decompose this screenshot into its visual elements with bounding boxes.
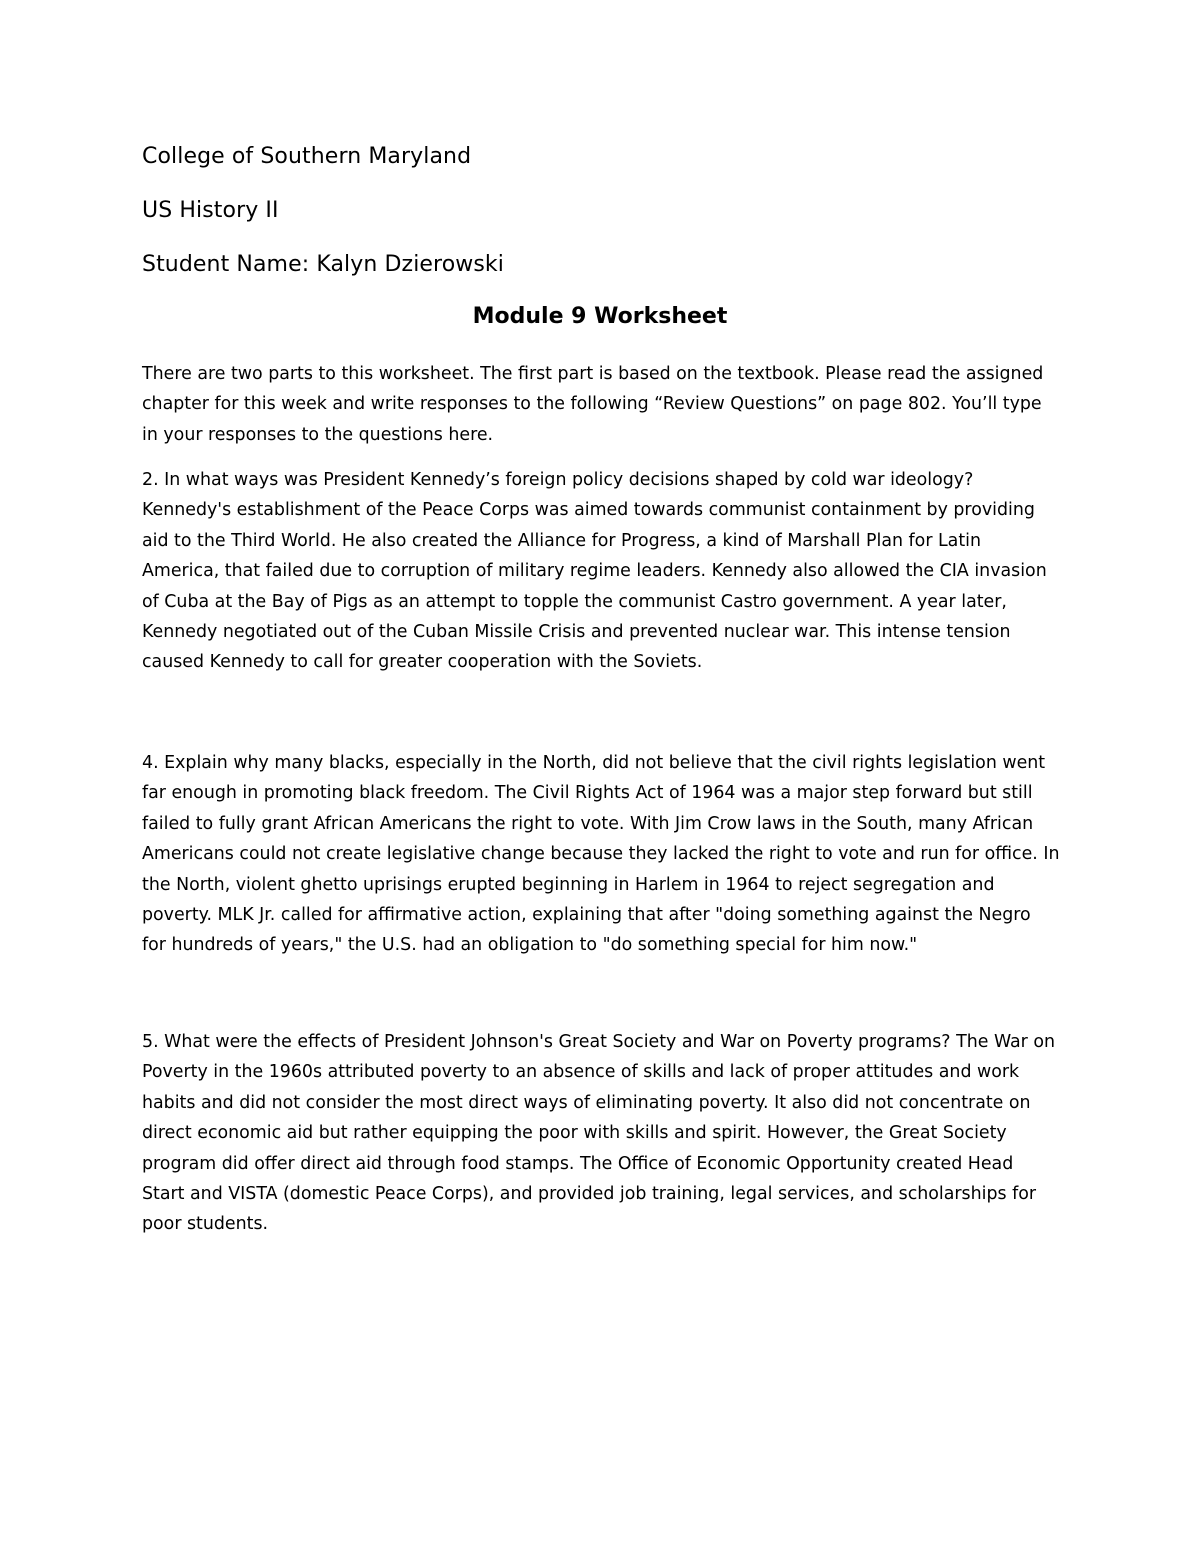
course-name: US History II [142,198,279,223]
student-name-label: Student Name: [142,252,310,277]
question-4 [142,748,1060,961]
question-number: 4. [142,753,159,773]
question-5 [142,1027,1060,1240]
student-name-line [142,252,504,277]
document-title: Module 9 Worksheet [472,304,728,329]
question-text: In what ways was President Kennedy’s foreign policy decisions shaped by cold war ideology? Kennedy's establishment of the Peace Corps was aimed towards communist containment by providing aid to the Third World. He also created the Alliance for Progress, a kind of Marshall Plan for Latin America, that failed due to corruption of military regime leaders. Kennedy also allowed the CIA invasion of Cuba at the Bay of Pigs as an attempt to topple the communist Castro government. A year later, Kennedy negotiated out of the Cuban Missile Crisis and prevented nuclear war. This intense tension caused Kennedy to call for greater cooperation with the Soviets. [142,470,1047,673]
question-text: What were the effects of President Johnson's Great Society and War on Poverty programs? The War on Poverty in the 1960s attributed poverty to an absence of skills and lack of proper attitudes and work habits and did not consider the most direct ways of eliminating poverty. It also did not concentrate on direct economic aid but rather equipping the poor with skills and spirit. However, the Great Society program did offer direct aid through food stamps. The Office of Economic Opportunity created Head Start and VISTA (domestic Peace Corps), and provided job training, legal services, and scholarships for poor students. [142,1032,1056,1235]
question-text: Explain why many blacks, especially in the North, did not believe that the civil rights legislation went far enough in promoting black freedom. The Civil Rights Act of 1964 was a major step forward but still failed to fully grant African Americans the right to vote. With Jim Crow laws in the South, many African Americans could not create legislative change because they lacked the right to vote and run for office. In the North, violent ghetto uprisings erupted beginning in Harlem in 1964 to reject segregation and poverty. MLK Jr. called for affirmative action, explaining that after "doing something against the Negro for hundreds of years," the U.S. had an obligation to "do something special for him now." [142,753,1060,956]
question-2 [142,465,1060,678]
institution-name: College of Southern Maryland [142,144,472,169]
question-number: 5. [142,1032,159,1052]
question-number: 2. [142,470,159,490]
intro-paragraph: There are two parts to this worksheet. The first part is based on the textbook. Please read the assigned chapter for this week and write responses to the following “Review Questions” on page 802. You’ll type in your responses to the questions here. [142,364,1044,445]
student-name-value: Kalyn Dzierowski [316,252,504,277]
